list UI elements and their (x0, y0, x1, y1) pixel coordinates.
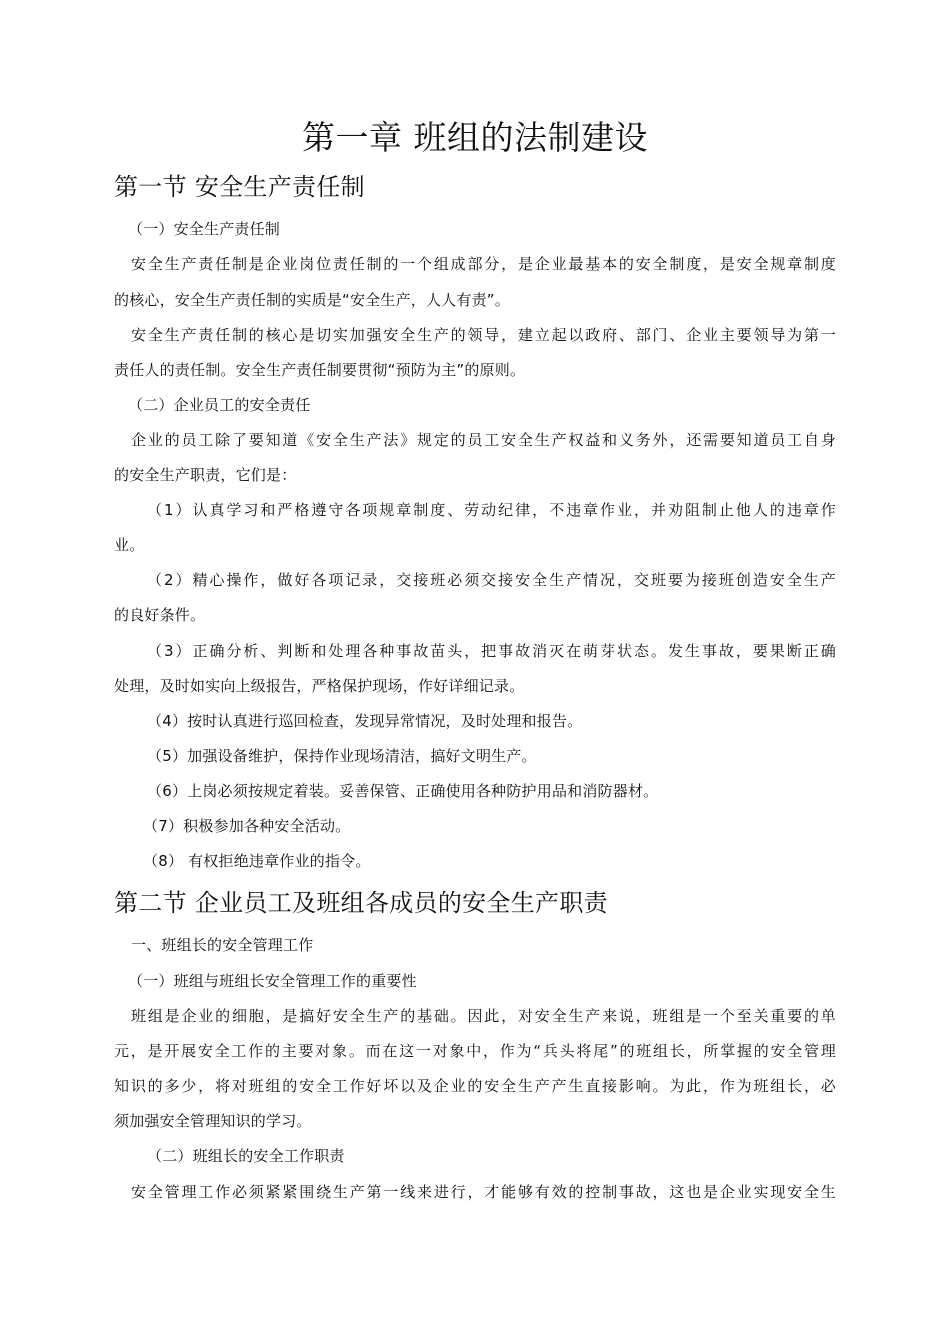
list-item: （5）加强设备维护，保持作业现场清洁，搞好文明生产。 (147, 747, 537, 765)
paragraph-line: 元，是开展安全工作的主要对象。而在这一对象中，作为“兵头将尾”的班组长，所掌握的安全管理 (114, 1042, 836, 1060)
subheading-importance: （一）班组与班组长安全管理工作的重要性 (128, 972, 417, 990)
list-item-continuation: 业。 (114, 536, 145, 554)
list-item-continuation: 的良好条件。 (114, 606, 206, 624)
paragraph-line: 须加强安全管理知识的学习。 (114, 1112, 312, 1130)
paragraph-line: 安全生产责任制是企业岗位责任制的一个组成部分，是企业最基本的安全制度，是安全规章制度 (131, 255, 836, 273)
paragraph-line: 知识的多少，将对班组的安全工作好坏以及企业的安全生产产生直接影响。为此，作为班组长，必 (114, 1077, 836, 1095)
paragraph-line: 的核心，安全生产责任制的实质是“安全生产，人人有责”。 (114, 291, 510, 309)
chapter-title: 第一章 班组的法制建设 (302, 118, 648, 157)
subheading-responsibility-system: （一）安全生产责任制 (128, 220, 281, 238)
list-item: （8） 有权拒绝违章作业的指令。 (143, 852, 371, 870)
subheading-employee-responsibility: （二）企业员工的安全责任 (128, 396, 311, 414)
paragraph-line: 的安全生产职责，它们是： (114, 466, 297, 484)
list-item: （1）认真学习和严格遵守各项规章制度、劳动纪律，不违章作业，并劝阻制止他人的违章作 (147, 501, 836, 519)
paragraph-line: 企业的员工除了要知道《安全生产法》规定的员工安全生产权益和义务外，还需要知道员工自身 (131, 431, 836, 449)
paragraph-line: 安全管理工作必须紧紧围绕生产第一线来进行，才能够有效的控制事故，这也是企业实现安全生 (131, 1183, 836, 1201)
subheading-duties: （二）班组长的安全工作职责 (147, 1147, 345, 1165)
paragraph-line: 班组是企业的细胞，是搞好安全生产的基础。因此，对安全生产来说，班组是一个至关重要的单 (131, 1007, 836, 1025)
paragraph-line: 责任人的责任制。安全生产责任制要贯彻“预防为主”的原则。 (114, 361, 526, 379)
list-item: （6）上岗必须按规定着装。妥善保管、正确使用各种防护用品和消防器材。 (147, 782, 659, 800)
list-item: （2）精心操作，做好各项记录，交接班必须交接安全生产情况，交班要为接班创造安全生产 (147, 571, 836, 589)
list-item-continuation: 处理，及时如实向上级报告，严格保护现场，作好详细记录。 (114, 677, 525, 695)
paragraph-line: 安全生产责任制的核心是切实加强安全生产的领导，建立起以政府、部门、企业主要领导为第一 (131, 326, 836, 344)
subheading-team-leader: 一、班组长的安全管理工作 (131, 936, 314, 954)
list-item: （3）正确分析、判断和处理各种事故苗头，把事故消灭在萌芽状态。发生事故，要果断正确 (147, 642, 836, 660)
section-heading-1: 第一节 安全生产责任制 (114, 173, 365, 201)
section-heading-2: 第二节 企业员工及班组各成员的安全生产职责 (114, 889, 608, 917)
list-item: （7）积极参加各种安全活动。 (143, 817, 351, 835)
list-item: （4）按时认真进行巡回检查，发现异常情况，及时处理和报告。 (147, 712, 583, 730)
